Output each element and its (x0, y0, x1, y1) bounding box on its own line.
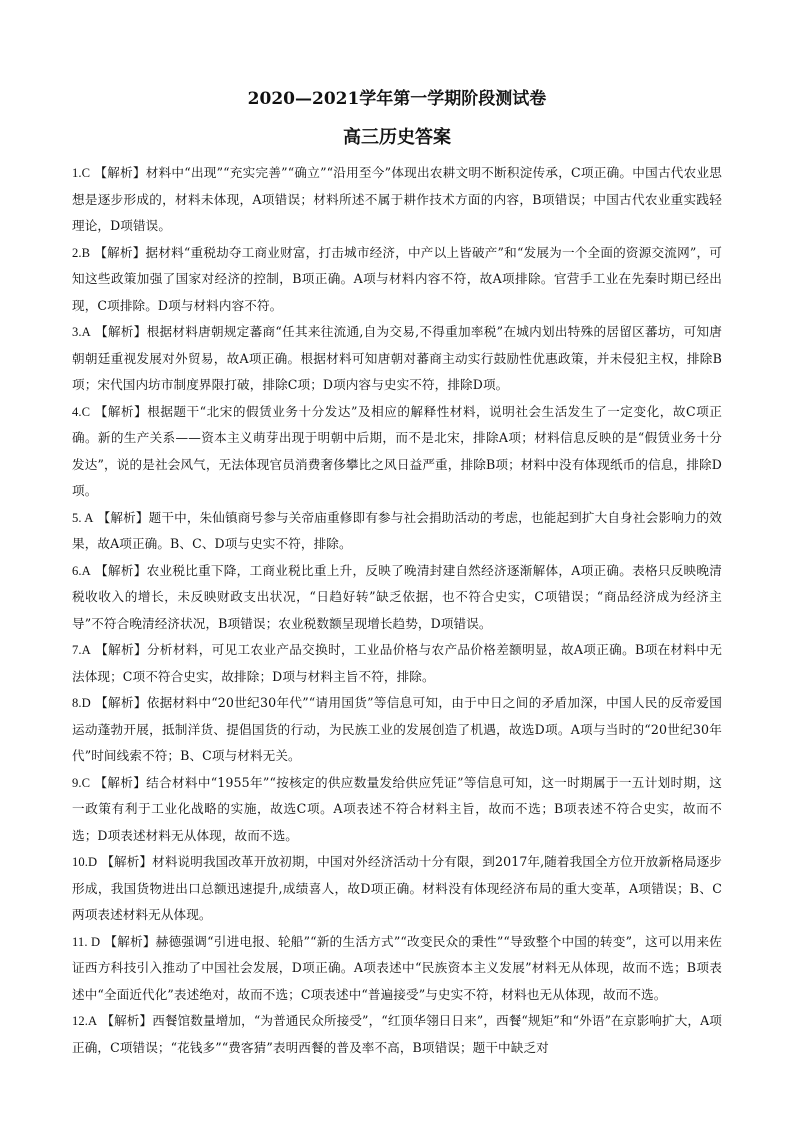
answer-item (72, 849, 722, 929)
answer-text: 【解析】西餐馆数量增加，“为普通民众所接受”，“红顶华翎日日来”，西餐“规矩”和“外语”在京影响扩大，A项正确，C项错误；“花钱多”“费客猜”表明西餐的普及率不高，B项错误；题干中缺乏对 (72, 1013, 722, 1055)
answer-item (72, 505, 722, 558)
answer-number: 9.C (72, 775, 91, 790)
answer-text: 【解析】依据材料中“20世纪30年代”“请用国货”等信息可知，由于中日之间的矛盾加深，中国人民的反帝爱国运动蓬勃开展，抵制洋货、提倡国货的行动，为民族工业的发展创造了机遇，故选D项。A项与当时的“20世纪30年代”时间线索不符；B、C项与材料无关。 (72, 695, 722, 763)
answer-number: 7.A (72, 643, 91, 657)
answer-item (72, 399, 722, 505)
answer-text: 【解析】农业税比重下降，工商业税比重上升，反映了晚清封建自然经济逐渐解体，A项正确。表格只反映晚清税收收入的增长，未反映财政支出状况，“日趋好转”缺乏依据，也不符合史实，C项错误；“商品经济成为经济主导”不符合晚清经济状况，B项错误；农业税数额呈现增长趋势，D项错误。 (72, 562, 722, 631)
document-title: 2020—2021学年第一学期阶段测试卷 (247, 89, 547, 109)
answer-text: 【解析】分析材料，可见工农业产品交换时，工业品价格与农产品价格差额明显，故A项正确。B项在材料中无法体现；C项不符合史实，故排除；D项与材料主旨不符，排除。 (72, 642, 723, 684)
answer-item (72, 319, 722, 399)
answer-number: 10.D (72, 855, 98, 869)
document-subtitle: 高三历史答案 (343, 127, 451, 148)
answer-number: 11. D (72, 934, 101, 949)
answer-text: 【解析】结合材料中“1955年”“按核定的供应数量发给供应凭证”等信息可知，这一时期属于一五计划时期，这一政策有利于工业化战略的实施，故选C项。A项表述不符合材料主旨，故而不选；B项表述不符合史实，故而不选；D项表述材料无从体现，故而不选。 (72, 774, 722, 843)
answer-item (72, 558, 722, 638)
answer-number: 6.A (72, 563, 91, 578)
answer-text: 【解析】题干中，朱仙镇商号参与关帝庙重修即有参与社会捐助活动的考虑，也能起到扩大自身社会影响力的效果，故A项正确。B、C、D项与史实不符，排除。 (72, 509, 722, 551)
answer-number: 3.A (72, 325, 91, 339)
answer-number: 1.C (72, 166, 91, 180)
answer-number: 2.B (72, 245, 91, 260)
answer-text: 【解析】材料中“出现”“充实完善”“确立”“沿用至今”体现出农耕文明不断积淀传承，C项正确。中国古代农业思想是逐步形成的，材料未体现，A项错误；材料所述不属于耕作技术方面的内容，B项错误；中国古代农业重实践轻理论，D项错误。 (72, 165, 722, 233)
answer-number: 12.A (72, 1014, 98, 1028)
answer-number: 5. A (72, 510, 94, 525)
answer-number: 4.C (72, 404, 91, 419)
answer-item (72, 637, 722, 690)
answer-item (72, 770, 722, 850)
answer-item (72, 160, 722, 240)
answer-text: 【解析】根据题干“北宋的假赁业务十分发达”及相应的解释性材料，说明社会生活发生了一定变化，故C项正确。新的生产关系——资本主义萌芽出现于明朝中后期，而不是北宋，排除A项；材料信息反映的是“假赁业务十分发达”，说的是社会风气，无法体现官员消费奢侈攀比之风日益严重，排除B项；材料中没有体现纸币的信息，排除D项。 (72, 403, 722, 498)
answer-text: 【解析】材料说明我国改革开放初期，中国对外经济活动十分有限，到2017年,随着我国全方位开放新格局逐步形成，我国货物进出口总额迅速提升,成绩喜人，故D项正确。材料没有体现经济布局的重大变革，A项错误；B、C两项表述材料无从体现。 (72, 854, 722, 922)
answer-item (72, 1008, 722, 1061)
answer-text: 【解析】根据材料唐朝规定蕃商“任其来往流通,自为交易,不得重加率税”在城内划出特殊的居留区蕃坊，可知唐朝朝廷重视发展对外贸易，故A项正确。根据材料可知唐朝对蕃商主动实行鼓励性优惠政策，并未侵犯主权，排除B项；宋代国内坊市制度界限打破，排除C项；D项内容与史实不符，排除D项。 (72, 324, 723, 392)
answer-item (72, 690, 722, 770)
answer-list (72, 160, 722, 1061)
answer-text: 【解析】据材料“重税劫夺工商业财富，打击城市经济，中产以上皆破产”和“发展为一个全面的资源交流网”，可知这些政策加强了国家对经济的控制，B项正确。A项与材料内容不符，故A项排除。官营手工业在先秦时期已经出现，C项排除。D项与材料内容不符。 (72, 244, 722, 313)
answer-item (72, 240, 722, 320)
answer-item (72, 929, 722, 1009)
answer-text: 【解析】赫德强调“引进电报、轮船”“新的生活方式”“改变民众的秉性”“导致整个中国的转变”，这可以用来佐证西方科技引入推动了中国社会发展，D项正确。A项表述中“民族资本主义发展”材料无从体现，故而不选；B项表述中“全面近代化”表述绝对，故而不选；C项表述中“普遍接受”与史实不符，材料也无从体现，故而不选。 (72, 933, 722, 1002)
answer-number: 8.D (72, 696, 91, 710)
